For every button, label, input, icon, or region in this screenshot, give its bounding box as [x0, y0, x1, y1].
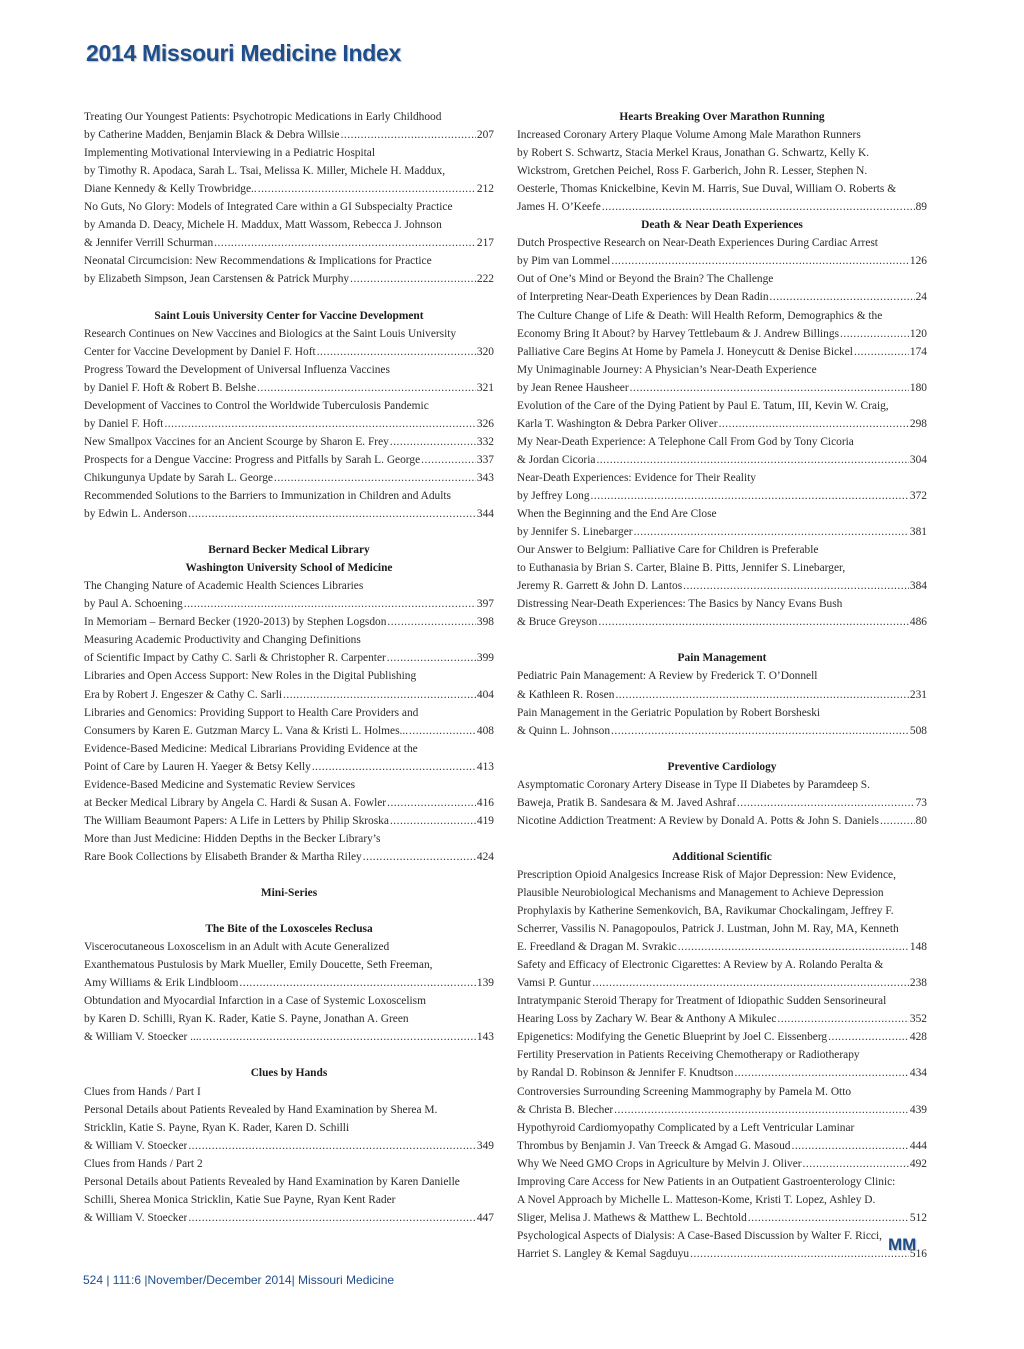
page-number: 419 [476, 814, 494, 827]
missouri-medicine-logo: MM [888, 1235, 917, 1254]
entry-text: & William V. Stoecker [84, 1139, 188, 1152]
page-number: 207 [476, 129, 494, 142]
dot-leader [341, 126, 476, 144]
entry-line: Out of One’s Mind or Beyond the Brain? The Challenge [517, 273, 774, 286]
entry-line-with-page [517, 523, 927, 541]
dot-leader [591, 487, 909, 505]
dot-leader [257, 379, 476, 397]
dot-leader [184, 595, 476, 613]
entry-line: Pain Management in the Geriatric Population by Robert Borsheski [517, 706, 821, 719]
entry-line: When the Beginning and the End Are Close [517, 508, 717, 521]
dot-leader [203, 1028, 476, 1046]
entry-text: at Becker Medical Library by Angela C. Hardi & Susan A. Fowler [84, 796, 387, 809]
entry-line-with-page [517, 198, 927, 216]
dot-leader [634, 523, 909, 541]
entry-line: Libraries and Open Access Support: New Roles in the Digital Publishing [84, 670, 417, 683]
left-column [84, 108, 494, 1227]
entry-text: Nicotine Addiction Treatment: A Review by Donald A. Potts & John S. Daniels [517, 814, 879, 827]
entry-line: Implementing Motivational Interviewing in a Pediatric Hospital [84, 147, 376, 160]
entry-text: & William V. Stoecker .... [84, 1031, 202, 1044]
entry-line: by Timothy R. Apodaca, Sarah L. Tsai, Melissa K. Miller, Michele H. Maddux, [84, 165, 446, 178]
entry-line-with-page [517, 415, 927, 433]
page-number: 231 [909, 688, 927, 701]
page-number: 381 [909, 526, 927, 539]
section-heading: Saint Louis University Center for Vaccine Development [154, 309, 424, 322]
page-number: 492 [909, 1157, 927, 1170]
entry-text: Consumers by Karen E. Gutzman Marcy L. Vana & Kristi L. Holmes... [84, 724, 409, 737]
dot-leader [854, 343, 909, 361]
entry-line-with-page [517, 379, 927, 397]
entry-text: Rare Book Collections by Elisabeth Brander & Martha Riley [84, 850, 362, 863]
dot-leader [611, 722, 909, 740]
page-number: 332 [476, 435, 494, 448]
page-number: 372 [909, 489, 927, 502]
entry-line-with-page [517, 794, 927, 812]
entry-line-with-page [84, 451, 494, 469]
entry-text: & Bruce Greyson [517, 616, 598, 629]
dot-leader [719, 415, 909, 433]
dot-leader [214, 234, 476, 252]
entry-text: by Jeffrey Long [517, 489, 590, 502]
spacer [517, 740, 927, 758]
entry-line-with-page [84, 686, 494, 704]
entry-line: Fertility Preservation in Patients Receiving Chemotherapy or Radiotherapy [517, 1049, 860, 1062]
page-number: 486 [909, 616, 927, 629]
page-number: 120 [909, 327, 927, 340]
page-number: 447 [476, 1211, 494, 1224]
entry-line-with-page [517, 722, 927, 740]
entry-text: Epigenetics: Modifying the Genetic Blueprint by Joel C. Eissenberg [517, 1031, 828, 1044]
page-number: 434 [909, 1067, 927, 1080]
entry-text: of Interpreting Near-Death Experiences by Dean Radin [517, 291, 769, 304]
page-number: 516 [909, 1247, 927, 1260]
dot-leader [770, 288, 915, 306]
page-number: 222 [476, 273, 494, 286]
page-number: 304 [909, 453, 927, 466]
dot-leader [791, 1137, 908, 1155]
entry-text: Why We Need GMO Crops in Agriculture by Melvin J. Oliver [517, 1157, 802, 1170]
entry-text: by Paul A. Schoening [84, 598, 183, 611]
entry-text: & Quinn L. Johnson [517, 724, 611, 737]
page-number: 439 [909, 1103, 927, 1116]
entry-line-with-page [84, 180, 494, 198]
entry-line: Hypothyroid Cardiomyopathy Complicated by a Left Ventricular Laminar [517, 1121, 855, 1134]
dot-leader [421, 451, 476, 469]
dot-leader [387, 649, 476, 667]
entry-line: Evidence-Based Medicine and Systematic Review Services [84, 778, 356, 791]
page-number: 298 [909, 417, 927, 430]
entry-text: of Scientific Impact by Cathy C. Sarli & Christopher R. Carpenter [84, 652, 386, 665]
entry-line: Neonatal Circumcision: New Recommendations & Implications for Practice [84, 255, 432, 268]
entry-text: Prospects for a Dengue Vaccine: Progress and Pitfalls by Sarah L. George [84, 453, 421, 466]
dot-leader [734, 1064, 908, 1082]
dot-leader [390, 812, 476, 830]
entry-line-with-page [517, 451, 927, 469]
page-number: 508 [909, 724, 927, 737]
entry-line-with-page [84, 379, 494, 397]
entry-line-with-page [517, 812, 927, 830]
entry-line-with-page [517, 1209, 927, 1227]
page-number: 174 [909, 345, 927, 358]
entry-text: Amy Williams & Erik Lindbloom [84, 977, 239, 990]
entry-text: Harriet S. Langley & Kemal Sagduyu [517, 1247, 690, 1260]
page-number: 320 [476, 345, 494, 358]
entry-line: A Novel Approach by Michelle L. Matteson-Kome, Kristi T. Lopez, Ashley D. [517, 1193, 876, 1206]
dot-leader [614, 1101, 909, 1119]
page-number: 238 [909, 977, 927, 990]
entry-text: E. Freedland & Dragan M. Svrakic [517, 941, 677, 954]
entry-line-with-page [84, 794, 494, 812]
entry-line: Schilli, Sherea Monica Stricklin, Katie Sue Payne, Ryan Kent Rader [84, 1193, 396, 1206]
entry-text: Point of Care by Lauren H. Yaeger & Betsy Kelly [84, 760, 311, 773]
entry-line-with-page [517, 1155, 927, 1173]
entry-line: Prescription Opioid Analgesics Increase Risk of Major Depression: New Evidence, [517, 868, 896, 881]
page-number: 143 [476, 1031, 494, 1044]
dot-leader [390, 433, 476, 451]
page-number: 398 [476, 616, 494, 629]
entry-line-with-page [517, 686, 927, 704]
entry-line-with-page [517, 343, 927, 361]
page-number: 73 [915, 796, 927, 809]
section-heading: Additional Scientific [672, 850, 772, 863]
entry-line: Obtundation and Myocardial Infarction in a Case of Systemic Loxoscelism [84, 995, 426, 1008]
entry-line: Oesterle, Thomas Knickelbine, Kevin M. Harris, Sue Duval, William O. Roberts & [517, 183, 897, 196]
entry-line: Research Continues on New Vaccines and Biologics at the Saint Louis University [84, 327, 457, 340]
page-number: 139 [476, 977, 494, 990]
entry-line-with-page [84, 505, 494, 523]
entry-line: Safety and Efficacy of Electronic Cigarettes: A Review by A. Rolando Peralta & [517, 959, 884, 972]
entry-line: Dutch Prospective Research on Near-Death Experiences During Cardiac Arrest [517, 237, 878, 250]
spacer [84, 523, 494, 541]
entry-line: More than Just Medicine: Hidden Depths in the Becker Library’s [84, 832, 381, 845]
entry-line-with-page [517, 1137, 927, 1155]
dot-leader [828, 1028, 909, 1046]
dot-leader [611, 252, 909, 270]
entry-line: Intratympanic Steroid Therapy for Treatment of Idiopathic Sudden Sensorineural [517, 995, 887, 1008]
entry-text: Chikungunya Update by Sarah L. George [84, 471, 273, 484]
entry-line: My Unimaginable Journey: A Physician’s Near-Death Experience [517, 363, 817, 376]
entry-line-with-page [517, 1010, 927, 1028]
entry-text: Karla T. Washington & Debra Parker Oliver [517, 417, 718, 430]
dot-leader [840, 325, 909, 343]
entry-line: The Changing Nature of Academic Health Sciences Libraries [84, 580, 364, 593]
page-number: 444 [909, 1139, 927, 1152]
dot-leader [690, 1245, 909, 1263]
page-number: 349 [476, 1139, 494, 1152]
page-number: 404 [476, 688, 494, 701]
entry-line: Personal Details about Patients Revealed by Hand Examination by Karen Danielle [84, 1175, 460, 1188]
entry-line-with-page [517, 974, 927, 992]
dot-leader [258, 180, 476, 198]
entry-line: Measuring Academic Productivity and Changing Definitions [84, 634, 361, 647]
page-title: 2014 Missouri Medicine Index [86, 40, 401, 66]
dot-leader [188, 1209, 476, 1227]
section-heading: Preventive Cardiology [667, 760, 777, 773]
entry-line-with-page [84, 848, 494, 866]
entry-line-with-page [517, 325, 927, 343]
entry-line: Development of Vaccines to Control the Worldwide Tuberculosis Pandemic [84, 399, 429, 412]
entry-line-with-page [517, 252, 927, 270]
dot-leader [737, 794, 915, 812]
page-number: 212 [476, 183, 494, 196]
entry-line-with-page [84, 415, 494, 433]
entry-line: Libraries and Genomics: Providing Support to Health Care Providers and [84, 706, 419, 719]
entry-line: Evolution of the Care of the Dying Patient by Paul E. Tatum, III, Kevin W. Craig, [517, 399, 889, 412]
entry-line: Psychological Aspects of Dialysis: A Case-Based Discussion by Walter F. Ricci, [517, 1229, 882, 1242]
page-number: 428 [909, 1031, 927, 1044]
entry-line: by Robert S. Schwartz, Stacia Merkel Kraus, Jonathan G. Schwartz, Kelly K. [517, 147, 870, 160]
dot-leader [409, 722, 476, 740]
entry-line: Prophylaxis by Katherine Semenkovich, BA, Ravikumar Chockalingam, Jeffrey F. [517, 905, 894, 918]
dot-leader [312, 758, 476, 776]
entry-line-with-page [517, 613, 927, 631]
entry-line: Increased Coronary Artery Plaque Volume Among Male Marathon Runners [517, 129, 861, 142]
entry-line-with-page [84, 812, 494, 830]
dot-leader [188, 505, 476, 523]
entry-line: Near-Death Experiences: Evidence for Their Reality [517, 471, 756, 484]
entry-line: Distressing Near-Death Experiences: The Basics by Nancy Evans Bush [517, 598, 843, 611]
spacer [84, 1046, 494, 1064]
entry-line-with-page [517, 1245, 927, 1263]
page-number: 24 [915, 291, 927, 304]
page-number: 408 [476, 724, 494, 737]
entry-line: Plausible Neurobiological Mechanisms and Management to Achieve Depression [517, 887, 884, 900]
entry-text: The William Beaumont Papers: A Life in Letters by Philip Skroska [84, 814, 389, 827]
entry-text: New Smallpox Vaccines for an Ancient Scourge by Sharon E. Frey [84, 435, 389, 448]
entry-line: Exanthematous Pustulosis by Mark Mueller, Emily Doucette, Seth Freeman, [84, 959, 433, 972]
entry-line: Asymptomatic Coronary Artery Disease in Type II Diabetes by Paramdeep S. [517, 778, 870, 791]
entry-text: by Daniel F. Hoft [84, 417, 164, 430]
entry-text: by Jennifer S. Linebarger [517, 526, 633, 539]
section-heading: Pain Management [677, 652, 767, 665]
dot-leader [239, 974, 476, 992]
entry-line: Scherrer, Vassilis N. Panagopoulos, Patrick J. Lustman, John M. Ray, MA, Kenneth [517, 923, 899, 936]
entry-line-with-page [84, 649, 494, 667]
entry-line-with-page [517, 288, 927, 306]
dot-leader [387, 794, 476, 812]
section-heading: Clues by Hands [250, 1067, 328, 1080]
spacer [84, 902, 494, 920]
entry-line: Treating Our Youngest Patients: Psychotropic Medications in Early Childhood [84, 111, 442, 123]
entry-line-with-page [517, 938, 927, 956]
dot-leader [803, 1155, 909, 1173]
dot-leader [274, 469, 476, 487]
dot-leader [748, 1209, 909, 1227]
entry-text: by Jean Renee Hausheer [517, 381, 629, 394]
dot-leader [350, 270, 476, 288]
entry-line-with-page [84, 1137, 494, 1155]
entry-text: & Jennifer Verrill Schurman [84, 237, 214, 250]
entry-line-with-page [84, 433, 494, 451]
entry-line: by Karen D. Schilli, Ryan K. Rader, Katie S. Payne, Jonathan A. Green [84, 1013, 409, 1026]
entry-text: by Randal D. Robinson & Jennifer F. Knudtson [517, 1067, 734, 1080]
entry-line: Clues from Hands / Part 2 [84, 1157, 203, 1170]
page-number: 217 [476, 237, 494, 250]
dot-leader [615, 686, 908, 704]
page-number: 384 [909, 580, 927, 593]
dot-leader [363, 848, 476, 866]
page-number: 399 [476, 652, 494, 665]
page-number: 148 [909, 941, 927, 954]
spacer [517, 631, 927, 649]
dot-leader [387, 613, 475, 631]
page-number: 80 [915, 814, 927, 827]
dot-leader [630, 379, 909, 397]
spacer [517, 830, 927, 848]
entry-text: & Christa B. Blecher [517, 1103, 614, 1116]
section-heading: Death & Near Death Experiences [641, 219, 803, 232]
entry-line-with-page [84, 722, 494, 740]
entry-text: & Jordan Cicoria [517, 453, 596, 466]
page-number: 321 [476, 381, 494, 394]
entry-text: by Daniel F. Hoft & Robert B. Belshe [84, 381, 257, 394]
page-number: 343 [476, 471, 494, 484]
entry-line-with-page [84, 595, 494, 613]
entry-line: by Amanda D. Deacy, Michele H. Maddux, Matt Wassom, Rebecca J. Johnson [84, 219, 442, 232]
page-number: 180 [909, 381, 927, 394]
entry-line: Stricklin, Katie S. Payne, Ryan K. Rader, Karen D. Schilli [84, 1121, 350, 1134]
entry-line: Wickstrom, Gretchen Peichel, Ross F. Garberich, John R. Lesser, Stephen N. [517, 165, 868, 178]
entry-line: Controversies Surrounding Screening Mammography by Pamela M. Otto [517, 1085, 852, 1098]
entry-text: Baweja, Pratik B. Sandesara & M. Javed Ashraf [517, 796, 736, 809]
entry-line-with-page [84, 1028, 494, 1046]
entry-line-with-page [517, 487, 927, 505]
entry-text: Thrombus by Benjamin J. Van Treeck & Amgad G. Masoud [517, 1139, 791, 1152]
entry-line-with-page [84, 343, 494, 361]
section-heading: Washington University School of Medicine [185, 562, 393, 575]
dot-leader [678, 938, 909, 956]
entry-line: Personal Details about Patients Revealed by Hand Examination by Sherea M. [84, 1103, 438, 1116]
entry-text: Center for Vaccine Development by Daniel F. Hoft [84, 345, 316, 358]
entry-line: Evidence-Based Medicine: Medical Librarians Providing Evidence at the [84, 742, 418, 755]
entry-text: by Edwin L. Anderson [84, 508, 188, 521]
entry-line: Clues from Hands / Part I [84, 1085, 201, 1098]
entry-text: & Kathleen R. Rosen [517, 688, 615, 701]
entry-text: James H. O’Keefe [517, 201, 601, 214]
entry-line-with-page [84, 974, 494, 992]
entry-text: & William V. Stoecker [84, 1211, 188, 1224]
entry-text: Sliger, Melisa J. Mathews & Matthew L. Bechtold [517, 1211, 747, 1224]
dot-leader [317, 343, 476, 361]
spacer [84, 866, 494, 884]
section-heading: Hearts Breaking Over Marathon Running [619, 111, 825, 123]
entry-line-with-page [84, 469, 494, 487]
dot-leader [880, 812, 915, 830]
page-number: 337 [476, 453, 494, 466]
page-number: 89 [915, 201, 927, 214]
entry-line: Progress Toward the Development of Universal Influenza Vaccines [84, 363, 390, 376]
entry-text: Diane Kennedy & Kelly Trowbridge.. [84, 183, 257, 196]
entry-text: by Elizabeth Simpson, Jean Carstensen & Patrick Murphy [84, 273, 350, 286]
entry-text: In Memoriam – Bernard Becker (1920-2013) by Stephen Logsdon [84, 616, 387, 629]
dot-leader [598, 613, 909, 631]
right-column [517, 108, 927, 1263]
entry-text: Economy Bring It About? by Harvey Tettlebaum & J. Andrew Billings [517, 327, 840, 340]
entry-line: to Euthanasia by Brian S. Carter, Blaine B. Pitts, Jennifer S. Linebarger, [517, 562, 846, 575]
entry-line-with-page [84, 1209, 494, 1227]
page-footer: 524 | 111:6 |November/December 2014| Missouri Medicine [83, 1273, 395, 1287]
entry-text: Hearing Loss by Zachary W. Bear & Anthony A Mikulec [517, 1013, 777, 1026]
page-number: 326 [476, 417, 494, 430]
dot-leader [683, 577, 909, 595]
entry-line-with-page [517, 1064, 927, 1082]
entry-text: Vamsi P. Guntur [517, 977, 592, 990]
entry-line: Recommended Solutions to the Barriers to Immunization in Children and Adults [84, 489, 451, 502]
entry-line-with-page [84, 234, 494, 252]
section-heading: Mini-Series [260, 887, 318, 900]
page-number: 352 [909, 1013, 927, 1026]
spacer [84, 288, 494, 306]
page-number: 413 [476, 760, 494, 773]
entry-text: by Catherine Madden, Benjamin Black & Debra Willsie [84, 129, 340, 142]
entry-line-with-page [84, 270, 494, 288]
page-number: 344 [476, 508, 494, 521]
entry-line: Improving Care Access for New Patients in an Outpatient Gastroenterology Clinic: [517, 1175, 896, 1188]
dot-leader [283, 686, 476, 704]
dot-leader [777, 1010, 908, 1028]
entry-line: The Culture Change of Life & Death: Will Health Reform, Demographics & the [517, 309, 883, 322]
dot-leader [592, 974, 909, 992]
entry-text: Palliative Care Begins At Home by Pamela J. Honeycutt & Denise Bickel [517, 345, 853, 358]
entry-line-with-page [84, 758, 494, 776]
entry-line-with-page [84, 613, 494, 631]
dot-leader [188, 1137, 476, 1155]
entry-text: by Pim van Lommel [517, 255, 611, 268]
page-number: 126 [909, 255, 927, 268]
entry-line-with-page [517, 1028, 927, 1046]
dot-leader [602, 198, 915, 216]
entry-line: Pediatric Pain Management: A Review by Frederick T. O’Donnell [517, 670, 818, 683]
entry-line-with-page [517, 577, 927, 595]
dot-leader [596, 451, 908, 469]
entry-line: My Near-Death Experience: A Telephone Call From God by Tony Cicoria [517, 435, 854, 448]
entry-line: Viscerocutaneous Loxoscelism in an Adult with Acute Generalized [84, 941, 390, 954]
page-number: 416 [476, 796, 494, 809]
section-heading: Bernard Becker Medical Library [208, 544, 370, 557]
dot-leader [164, 415, 475, 433]
page-number: 512 [909, 1211, 927, 1224]
entry-line-with-page [84, 126, 494, 144]
section-heading: The Bite of the Loxosceles Reclusa [205, 923, 373, 936]
page-number: 397 [476, 598, 494, 611]
entry-line: Our Answer to Belgium: Palliative Care for Children is Preferable [517, 544, 819, 557]
entry-line-with-page [517, 1101, 927, 1119]
page-number: 424 [476, 850, 494, 863]
entry-text: Era by Robert J. Engeszer & Cathy C. Sarli [84, 688, 283, 701]
entry-line: No Guts, No Glory: Models of Integrated Care within a GI Subspecialty Practice [84, 201, 453, 214]
entry-text: Jeremy R. Garrett & John D. Lantos [517, 580, 683, 593]
